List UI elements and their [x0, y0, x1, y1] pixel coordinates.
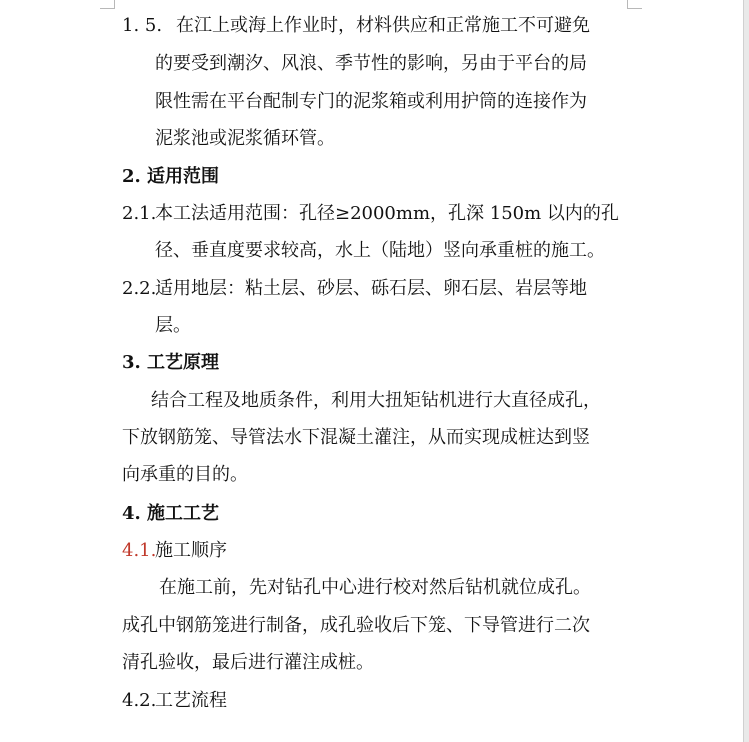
section-number: 1. 5.: [122, 15, 163, 36]
paragraph-line: 泥浆池或泥浆循环管。: [155, 128, 335, 149]
paragraph-line: 限性需在平台配制专门的泥浆箱或利用护筒的连接作为: [155, 91, 587, 112]
section-heading: 2. 适用范围: [122, 166, 220, 187]
paragraph-line: 清孔验收，最后进行灌注成桩。: [122, 652, 374, 673]
page-corner-mark: [627, 0, 642, 9]
paragraph-line: 本工法适用范围：孔径≥2000mm，孔深 150m 以内的孔: [155, 203, 619, 224]
subsection-title: 施工顺序: [155, 540, 227, 561]
paragraph-line: 下放钢筋笼、导管法水下混凝土灌注，从而实现成桩达到竖: [122, 427, 590, 448]
paragraph-line: 在江上或海上作业时，材料供应和正常施工不可避免: [176, 15, 590, 36]
section-number: 4.2.: [122, 690, 157, 711]
section-number: 2.2.: [122, 278, 157, 299]
paragraph-line: 结合工程及地质条件，利用大扭矩钻机进行大直径成孔，: [151, 390, 601, 411]
paragraph-line: 成孔中钢筋笼进行制备，成孔验收后下笼、下导管进行二次: [122, 615, 590, 636]
paragraph-line: 的要受到潮汐、风浪、季节性的影响，另由于平台的局: [155, 53, 587, 74]
paragraph-line: 径、垂直度要求较高，水上（陆地）竖向承重桩的施工。: [155, 240, 605, 261]
section-heading: 4. 施工工艺: [122, 503, 220, 524]
paragraph-line: 向承重的目的。: [122, 464, 248, 485]
page-corner-mark: [100, 0, 115, 9]
subsection-title: 工艺流程: [155, 690, 227, 711]
paragraph-line: 在施工前，先对钻孔中心进行校对然后钻机就位成孔。: [159, 577, 591, 598]
section-number: 4.1.: [122, 540, 157, 561]
section-heading: 3. 工艺原理: [122, 352, 220, 373]
paragraph-line: 适用地层：粘土层、砂层、砾石层、卵石层、岩层等地: [155, 278, 587, 299]
section-number: 2.1.: [122, 203, 157, 224]
paragraph-line: 层。: [155, 315, 191, 336]
